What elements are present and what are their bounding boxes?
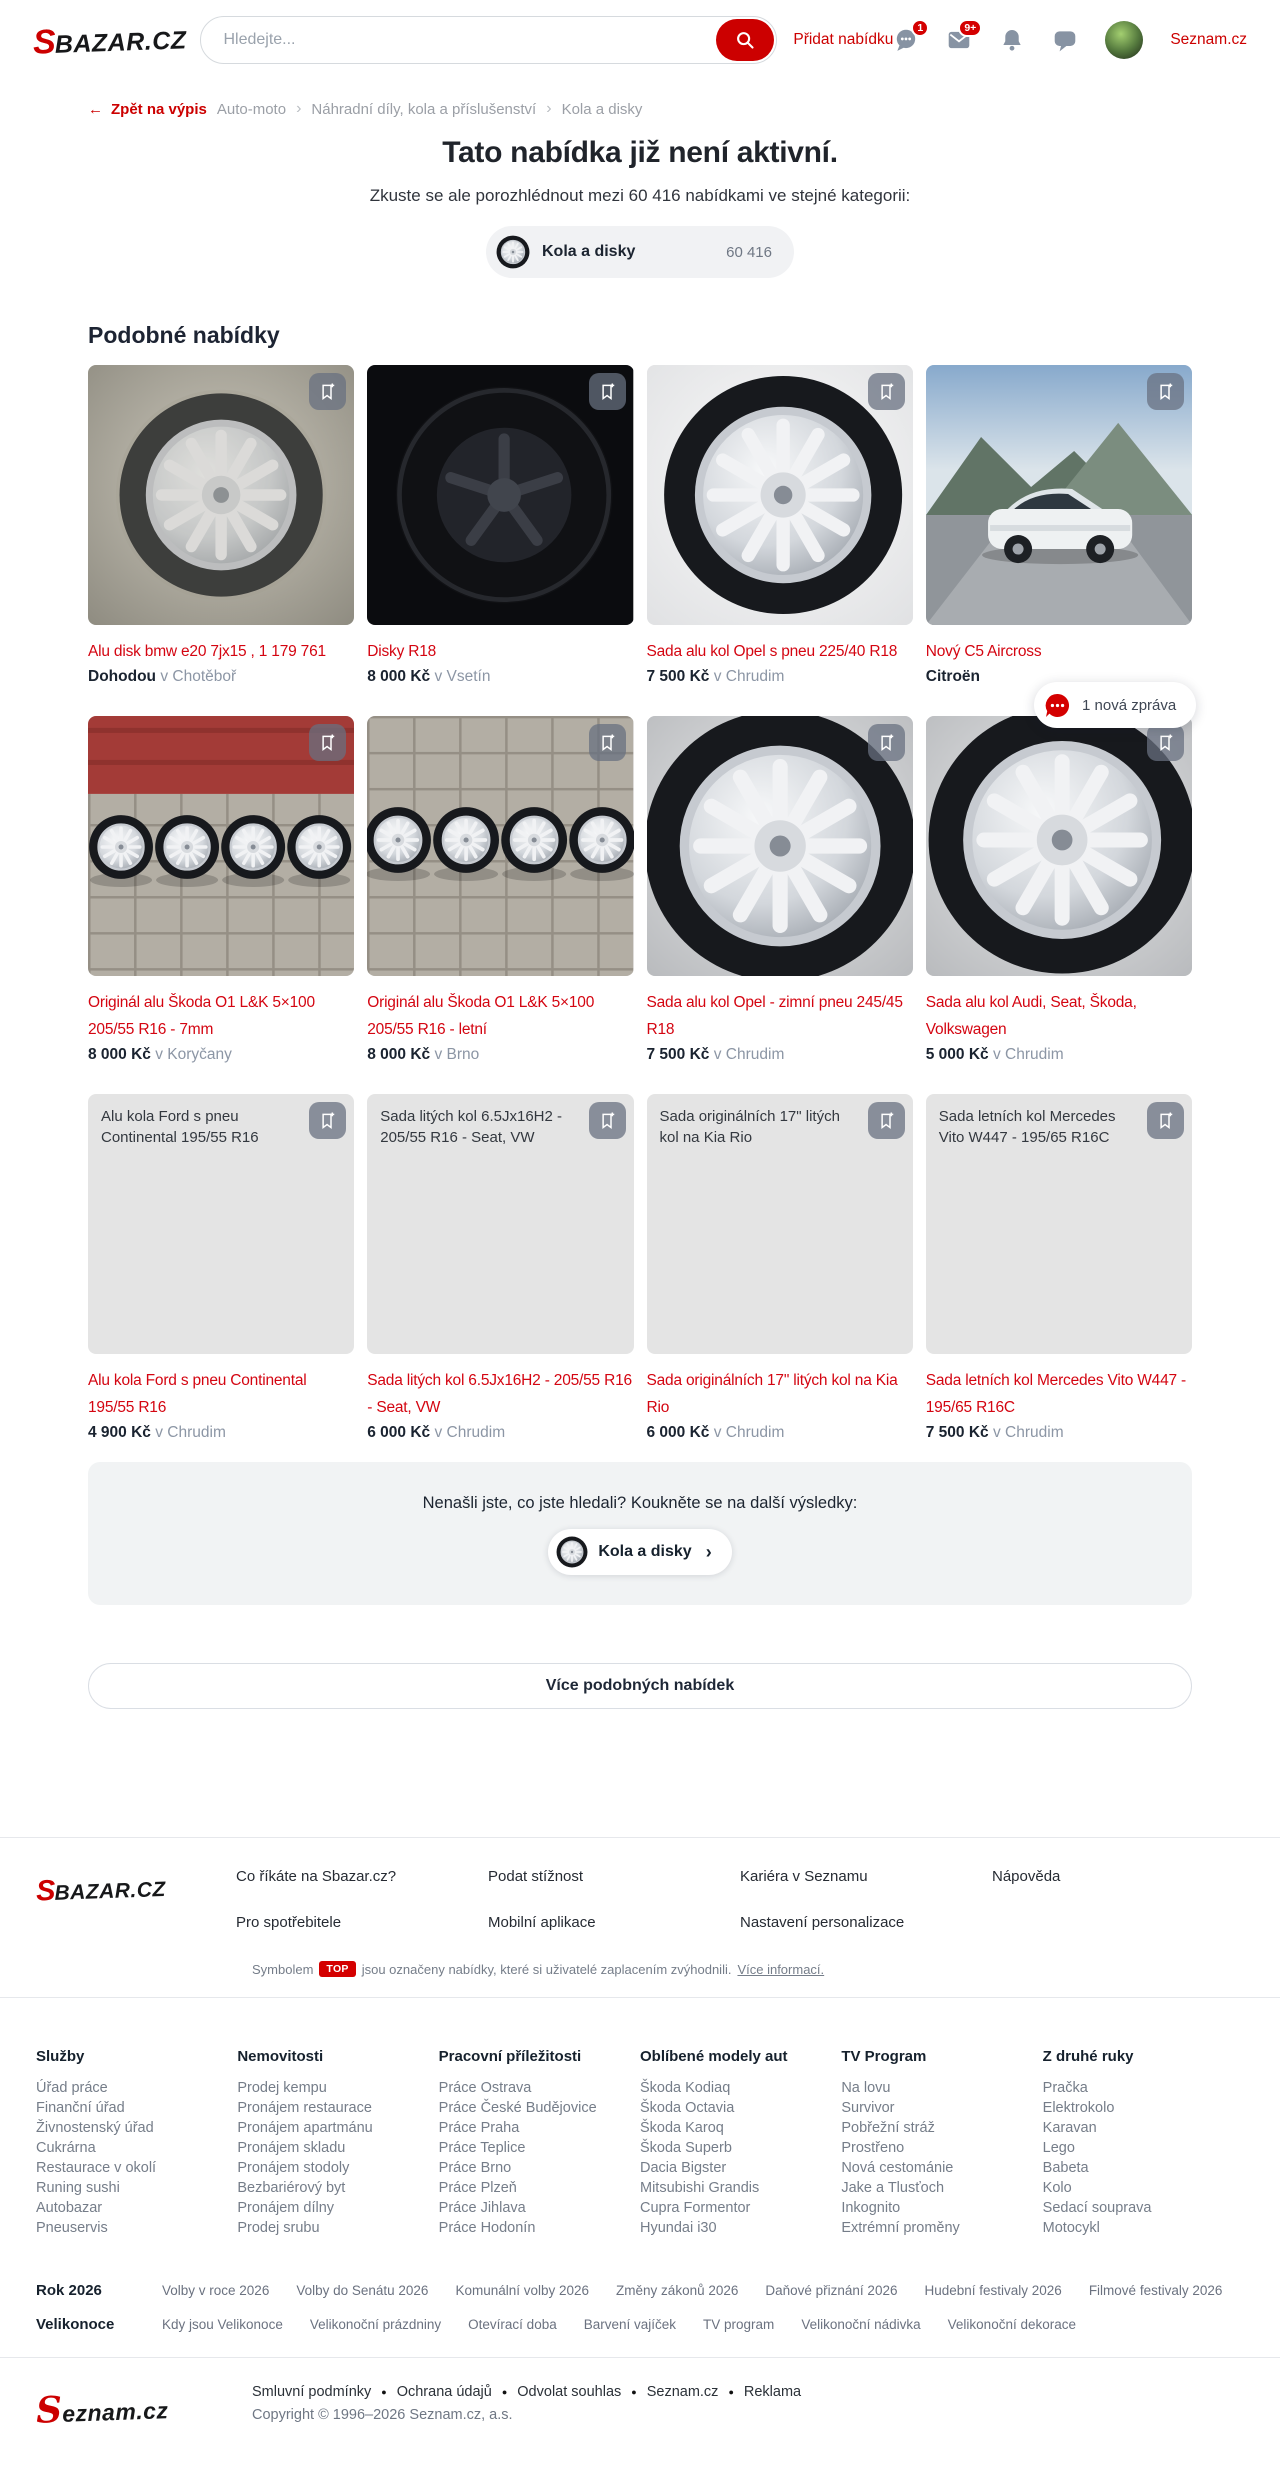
user-avatar[interactable] (1105, 21, 1143, 59)
legal-link[interactable]: Seznam.cz (646, 2384, 719, 2400)
logo-text: S (32, 22, 56, 62)
not-found-box (88, 1462, 1192, 1605)
footer-link[interactable]: Škoda Kodiaq (639, 2080, 731, 2096)
search-bar (200, 16, 777, 64)
bookmark-save-button[interactable] (868, 724, 905, 761)
footer-link[interactable]: Práce Jihlava (438, 2200, 526, 2216)
tag-row-label: Rok 2026 (36, 2282, 102, 2299)
footer-column-title: Pracovní příležitosti (438, 2048, 582, 2065)
product-photo[interactable] (926, 365, 1192, 625)
tag-link[interactable]: Barvení vajíček (583, 2317, 677, 2332)
bookmark-plus-icon (597, 732, 618, 753)
product-photo[interactable] (367, 365, 633, 625)
sbazar-footer-logo[interactable] (35, 1869, 236, 1909)
chat-notification[interactable] (1034, 682, 1196, 728)
product-title[interactable]: Sada litých kol 6.5Jx16H2 - 205/55 R16 - Seat, VW (367, 1372, 632, 1416)
footer-link[interactable]: Motocykl (1042, 2220, 1100, 2236)
bookmark-save-button[interactable] (868, 373, 905, 410)
footer-link[interactable]: Prodej kempu (237, 2080, 327, 2096)
tag-row-rok (36, 2282, 1244, 2299)
bookmark-plus-icon (1155, 1110, 1176, 1131)
tag-link[interactable]: Velikonoční nádivka (801, 2317, 921, 2332)
bookmark-save-button[interactable] (589, 373, 626, 410)
footer-link[interactable]: Elektrokolo (1042, 2100, 1115, 2116)
bullet-icon: ● (381, 2387, 387, 2397)
product-card[interactable] (88, 716, 354, 1064)
footer-column-z-druhe-ruky (1043, 2048, 1244, 2238)
bookmark-plus-icon (317, 1110, 338, 1131)
product-location: v Chrudim (155, 1424, 226, 1441)
tag-link[interactable]: TV program (703, 2317, 775, 2332)
tag-link[interactable]: Volby v roce 2026 (162, 2283, 270, 2298)
footer-link[interactable]: Živnostenský úřad (36, 2120, 154, 2136)
footer-link[interactable]: Pronájem stodoly (237, 2160, 350, 2176)
product-brand: Citroën (925, 668, 980, 685)
category-link-label: Kola a disky (598, 1543, 692, 1560)
note-text: jsou označeny nabídky, které si uživatelé zaplacením zvýhodnili. (361, 1961, 732, 1977)
top-bar (0, 0, 1280, 80)
bullet-icon: ● (501, 2387, 508, 2397)
breadcrumb (88, 100, 1192, 118)
footer-link[interactable]: Pneuservis (36, 2220, 108, 2236)
product-photo[interactable] (647, 716, 913, 976)
footer-link[interactable]: Sedací souprava (1042, 2200, 1152, 2216)
tag-link[interactable]: Velikonoční dekorace (947, 2317, 1076, 2332)
bookmark-save-button[interactable] (309, 373, 346, 410)
product-title[interactable]: Sada letních kol Mercedes Vito W447 - 195/65 R16C (925, 1372, 1187, 1416)
search-input[interactable] (200, 16, 777, 64)
footer-link[interactable]: Pobřežní stráž (841, 2120, 935, 2136)
more-offers-button[interactable]: Více podobných nabídek (88, 1663, 1192, 1709)
logo-text: eznam.cz (61, 2397, 169, 2427)
wheel-icon (496, 235, 530, 269)
footer-link[interactable]: Pro spotřebitele (236, 1914, 342, 1931)
footer-link[interactable]: Mobilní aplikace (488, 1914, 596, 1931)
product-card[interactable] (926, 716, 1192, 1064)
product-title[interactable]: Originál alu Škoda O1 L&K 5×100 205/55 R16 - letní (367, 994, 595, 1038)
bookmark-plus-icon (317, 381, 338, 402)
footer-link[interactable]: Na lovu (841, 2080, 891, 2096)
footer-link[interactable]: Nápověda (992, 1868, 1061, 1885)
bookmark-save-button[interactable] (1147, 724, 1184, 761)
product-title[interactable]: Disky R18 (367, 643, 437, 660)
tag-link[interactable]: Otevírací doba (468, 2317, 557, 2332)
bookmark-plus-icon (1155, 381, 1176, 402)
footer-columns (0, 1998, 1280, 2238)
product-card[interactable] (367, 1094, 633, 1442)
footer-link[interactable]: Survivor (841, 2100, 895, 2116)
search-icon (734, 29, 756, 51)
product-card[interactable] (647, 1094, 913, 1442)
footer-top (0, 1838, 1280, 1931)
product-card-ad[interactable] (926, 365, 1192, 686)
bookmark-plus-icon (597, 381, 618, 402)
product-price: 6 000 Kč (646, 1424, 710, 1441)
footer-link[interactable]: Dacia Bigster (639, 2160, 727, 2176)
tag-link[interactable]: Hudební festivaly 2026 (924, 2283, 1062, 2298)
product-photo[interactable] (647, 365, 913, 625)
product-price: 6 000 Kč (367, 1424, 431, 1441)
product-card[interactable] (88, 365, 354, 686)
bookmark-save-button[interactable] (1147, 1102, 1184, 1139)
footer-link[interactable]: Práce Praha (438, 2120, 520, 2136)
chat-red-icon (1043, 691, 1072, 720)
legal-link[interactable]: Reklama (743, 2384, 802, 2400)
product-price: 8 000 Kč (367, 668, 431, 685)
product-price: 8 000 Kč (88, 1046, 151, 1063)
footer-column-title: TV Program (841, 2048, 927, 2065)
footer-link[interactable]: Nová cestománie (841, 2160, 954, 2176)
footer-link[interactable]: Nastavení personalizace (740, 1914, 905, 1931)
product-price: 5 000 Kč (925, 1046, 989, 1063)
footer-link[interactable]: Práce Brno (438, 2160, 512, 2176)
product-title[interactable]: Alu disk bmw e20 7jx15 , 1 179 761 (88, 643, 326, 660)
chat-notification-label: 1 nová zpráva (1082, 696, 1177, 714)
footer-link[interactable]: Pronájem apartmánu (237, 2120, 373, 2136)
product-photo-placeholder[interactable] (88, 1094, 354, 1354)
footer-link[interactable]: Práce Plzeň (438, 2180, 517, 2196)
product-photo-placeholder[interactable] (367, 1094, 633, 1354)
product-location: v Chrudim (434, 1424, 506, 1441)
bell-icon[interactable] (999, 27, 1025, 53)
footer-link[interactable]: Pronájem dílny (237, 2200, 335, 2216)
note-prefix: Symbolem (252, 1961, 314, 1977)
footer-link[interactable]: Škoda Superb (639, 2140, 732, 2156)
bookmark-save-button[interactable] (309, 1102, 346, 1139)
footer-link[interactable]: Práce České Budějovice (438, 2100, 597, 2116)
similar-heading: Podobné nabídky (88, 322, 280, 348)
footer-link[interactable]: Autobazar (36, 2200, 103, 2216)
footer-link[interactable]: Škoda Karoq (639, 2120, 724, 2136)
product-card[interactable] (647, 716, 913, 1064)
footer-column-nemovitosti (237, 2048, 438, 2238)
chevron-right-icon: › (705, 1541, 712, 1562)
wheel-icon (556, 1536, 588, 1568)
breadcrumb-item[interactable]: Auto-moto (216, 100, 287, 118)
footer-link[interactable]: Hyundai i30 (639, 2220, 717, 2236)
tag-link[interactable]: Změny zákonů 2026 (616, 2283, 739, 2298)
footer-link[interactable]: Práce Teplice (438, 2140, 526, 2156)
search-button[interactable] (716, 19, 774, 61)
footer-link[interactable]: Restaurace v okolí (36, 2160, 157, 2176)
footer-column-title: Oblíbené modely aut (639, 2048, 788, 2065)
seznam-header-link[interactable]: Seznam.cz (1170, 31, 1247, 48)
messages-icon[interactable] (893, 22, 924, 53)
chevron-right-icon: › (296, 100, 302, 117)
product-photo[interactable] (88, 365, 354, 625)
footer-link[interactable]: Práce Ostrava (438, 2080, 532, 2096)
footer-link[interactable]: Pračka (1042, 2080, 1088, 2096)
product-location: v Chrudim (713, 668, 785, 685)
footer-link[interactable]: Runing sushi (36, 2180, 120, 2196)
logo-text: BAZAR.CZ (54, 1877, 167, 1905)
more-info-link[interactable]: Více informací. (737, 1961, 825, 1977)
footer-link[interactable]: Kolo (1042, 2180, 1072, 2196)
product-location: v Chrudim (992, 1046, 1064, 1063)
mail-badge: 9+ (958, 19, 982, 37)
photo-alt-text: Sada litých kol 6.5Jx16H2 - 205/55 R16 - Seat, VW (380, 1108, 563, 1146)
photo-alt-text: Sada letních kol Mercedes Vito W447 - 195/65 R16C (938, 1108, 1116, 1146)
product-location: v Chotěboř (160, 668, 237, 685)
footer-column-sluzby (36, 2048, 237, 2238)
tag-link[interactable]: Komunální volby 2026 (455, 2283, 590, 2298)
product-photo-placeholder[interactable] (926, 1094, 1192, 1354)
footer-link[interactable]: Prostřeno (841, 2140, 905, 2156)
back-arrow-icon: ← (88, 100, 103, 118)
footer-link[interactable]: Co říkáte na Sbazar.cz? (236, 1868, 397, 1885)
footer-link[interactable]: Škoda Octavia (639, 2100, 735, 2116)
legal-link[interactable]: Odvolat souhlas (517, 2384, 622, 2400)
product-title[interactable]: Sada alu kol Opel - zimní pneu 245/45 R18 (646, 994, 903, 1038)
product-photo[interactable] (88, 716, 354, 976)
product-price: 4 900 Kč (88, 1424, 151, 1441)
footer-link[interactable]: Pronájem skladu (237, 2140, 346, 2156)
product-location: v Chrudim (713, 1424, 785, 1441)
add-offer-link[interactable]: Přidat nabídku (793, 31, 894, 48)
top-badge-note (252, 1961, 1244, 1977)
product-location: v Brno (434, 1046, 480, 1063)
legal-link[interactable]: Smluvní podmínky (252, 2384, 372, 2400)
footer-legal (0, 2358, 1280, 2462)
product-card[interactable] (367, 365, 633, 686)
bookmark-save-button[interactable] (589, 724, 626, 761)
product-price: Dohodou (88, 668, 157, 685)
product-title[interactable]: Nový C5 Aircross (925, 643, 1042, 660)
product-grid (88, 365, 1192, 1442)
product-price: 7 500 Kč (925, 1424, 989, 1441)
tag-row-label: Velikonoce (36, 2316, 115, 2333)
copyright-text: Copyright © 1996–2026 Seznam.cz, a.s. (252, 2407, 513, 2423)
page-title: Tato nabídka již není aktivní. (442, 136, 838, 169)
product-photo[interactable] (926, 716, 1192, 976)
product-title[interactable]: Sada alu kol Opel s pneu 225/40 R18 (646, 643, 898, 660)
messages-badge: 1 (911, 19, 929, 37)
category-link-button[interactable] (548, 1529, 731, 1575)
footer-tag-rows (0, 2282, 1280, 2333)
footer-link[interactable]: Úřad práce (36, 2080, 108, 2096)
bookmark-save-button[interactable] (589, 1102, 626, 1139)
product-location: v Koryčany (155, 1046, 232, 1063)
top-badge: TOP (319, 1961, 355, 1977)
category-count: 60 416 (726, 243, 772, 261)
photo-alt-text: Sada originálních 17" litých kol na Kia Rio (659, 1108, 840, 1146)
chevron-right-icon: › (546, 100, 552, 117)
category-label: Kola a disky (542, 243, 636, 260)
back-label: Zpět na výpis (111, 100, 207, 118)
footer-link[interactable]: Prodej srubu (237, 2220, 320, 2236)
footer-link[interactable]: Inkognito (841, 2200, 901, 2216)
tag-link[interactable]: Volby do Senátu 2026 (296, 2283, 429, 2298)
bullet-icon: ● (728, 2387, 734, 2397)
sbazar-logo[interactable] (32, 18, 187, 62)
footer-link[interactable]: Cupra Formentor (639, 2200, 751, 2216)
footer-column-title: Služby (36, 2048, 85, 2065)
product-title[interactable]: Originál alu Škoda O1 L&K 5×100 205/55 R16 - 7mm (88, 994, 315, 1038)
tag-link[interactable]: Velikonoční prázdniny (309, 2317, 442, 2332)
product-title[interactable]: Alu kola Ford s pneu Continental 195/55 R16 (88, 1372, 307, 1416)
bookmark-save-button[interactable] (868, 1102, 905, 1139)
legal-link[interactable]: Ochrana údajů (396, 2384, 492, 2400)
product-title[interactable]: Sada alu kol Audi, Seat, Škoda, Volkswagen (925, 994, 1137, 1038)
chat-bubble-icon[interactable] (1052, 27, 1078, 53)
footer-link[interactable]: Cukrárna (36, 2140, 96, 2156)
tag-link[interactable]: Filmové festivaly 2026 (1088, 2283, 1223, 2298)
footer-link[interactable]: Babeta (1042, 2160, 1089, 2176)
product-card[interactable] (926, 1094, 1192, 1442)
footer-link[interactable]: Pronájem restaurace (237, 2100, 372, 2116)
not-found-text: Nenašli jste, co jste hledali? Koukněte se na další výsledky: (422, 1494, 858, 1512)
footer-link[interactable]: Finanční úřad (36, 2100, 125, 2116)
product-card[interactable] (88, 1094, 354, 1442)
bookmark-save-button[interactable] (309, 724, 346, 761)
product-card[interactable] (367, 716, 633, 1064)
bookmark-plus-icon (876, 381, 897, 402)
tag-link[interactable]: Daňové přiznání 2026 (765, 2283, 898, 2298)
breadcrumb-item[interactable]: Náhradní díly, kola a příslušenství (311, 100, 537, 118)
footer-link[interactable]: Podat stížnost (488, 1868, 584, 1885)
back-to-list-link[interactable] (88, 101, 207, 118)
tag-row-velikonoce (36, 2316, 1244, 2333)
seznam-logo[interactable] (35, 2382, 252, 2432)
product-location: v Vsetín (434, 668, 491, 685)
footer-link[interactable]: Karavan (1042, 2120, 1097, 2136)
footer-column-title: Z druhé ruky (1042, 2048, 1134, 2065)
footer-link[interactable]: Jake a Tlusťoch (841, 2180, 945, 2196)
footer-column-title: Nemovitosti (237, 2048, 324, 2065)
footer-link[interactable]: Práce Hodonín (438, 2220, 536, 2236)
logo-text: S (35, 2388, 63, 2432)
mail-icon[interactable] (946, 22, 977, 53)
footer-link[interactable]: Mitsubishi Grandis (639, 2180, 760, 2196)
bookmark-plus-icon (876, 732, 897, 753)
legal-links (252, 2384, 801, 2400)
bookmark-plus-icon (1155, 732, 1176, 753)
bookmark-plus-icon (876, 1110, 897, 1131)
footer-column-tv-program (841, 2048, 1042, 2238)
footer-primary-links (236, 1868, 1244, 1931)
footer-link[interactable]: Lego (1042, 2140, 1075, 2156)
bookmark-save-button[interactable] (1147, 373, 1184, 410)
footer-link[interactable]: Extrémní proměny (841, 2220, 960, 2236)
breadcrumb-item[interactable]: Kola a disky (561, 100, 643, 118)
footer-column-prace (439, 2048, 640, 2238)
bookmark-plus-icon (317, 732, 338, 753)
product-title[interactable]: Sada originálních 17" litých kol na Kia Rio (646, 1372, 898, 1416)
product-photo[interactable] (367, 716, 633, 976)
product-price: 7 500 Kč (646, 668, 710, 685)
header-icons (893, 21, 1247, 59)
footer-link[interactable]: Bezbariérový byt (237, 2180, 346, 2196)
product-photo-placeholder[interactable] (647, 1094, 913, 1354)
category-pill[interactable] (486, 226, 794, 278)
product-price: 8 000 Kč (367, 1046, 431, 1063)
footer-link[interactable]: Kariéra v Seznamu (740, 1868, 868, 1885)
tag-link[interactable]: Kdy jsou Velikonoce (162, 2317, 283, 2332)
notice-subtitle: Zkuste se ale porozhlédnout mezi 60 416 nabídkami ve stejné kategorii: (369, 186, 911, 205)
logo-text: S (35, 1874, 55, 1908)
photo-alt-text: Alu kola Ford s pneu Continental 195/55 R16 (101, 1108, 259, 1146)
product-price: 7 500 Kč (646, 1046, 710, 1063)
logo-text: BAZAR.CZ (54, 25, 187, 59)
bullet-icon: ● (631, 2387, 637, 2397)
product-location: v Chrudim (992, 1424, 1064, 1441)
footer-column-modely-aut (640, 2048, 841, 2238)
product-card[interactable] (647, 365, 913, 686)
product-location: v Chrudim (713, 1046, 785, 1063)
bookmark-plus-icon (597, 1110, 618, 1131)
